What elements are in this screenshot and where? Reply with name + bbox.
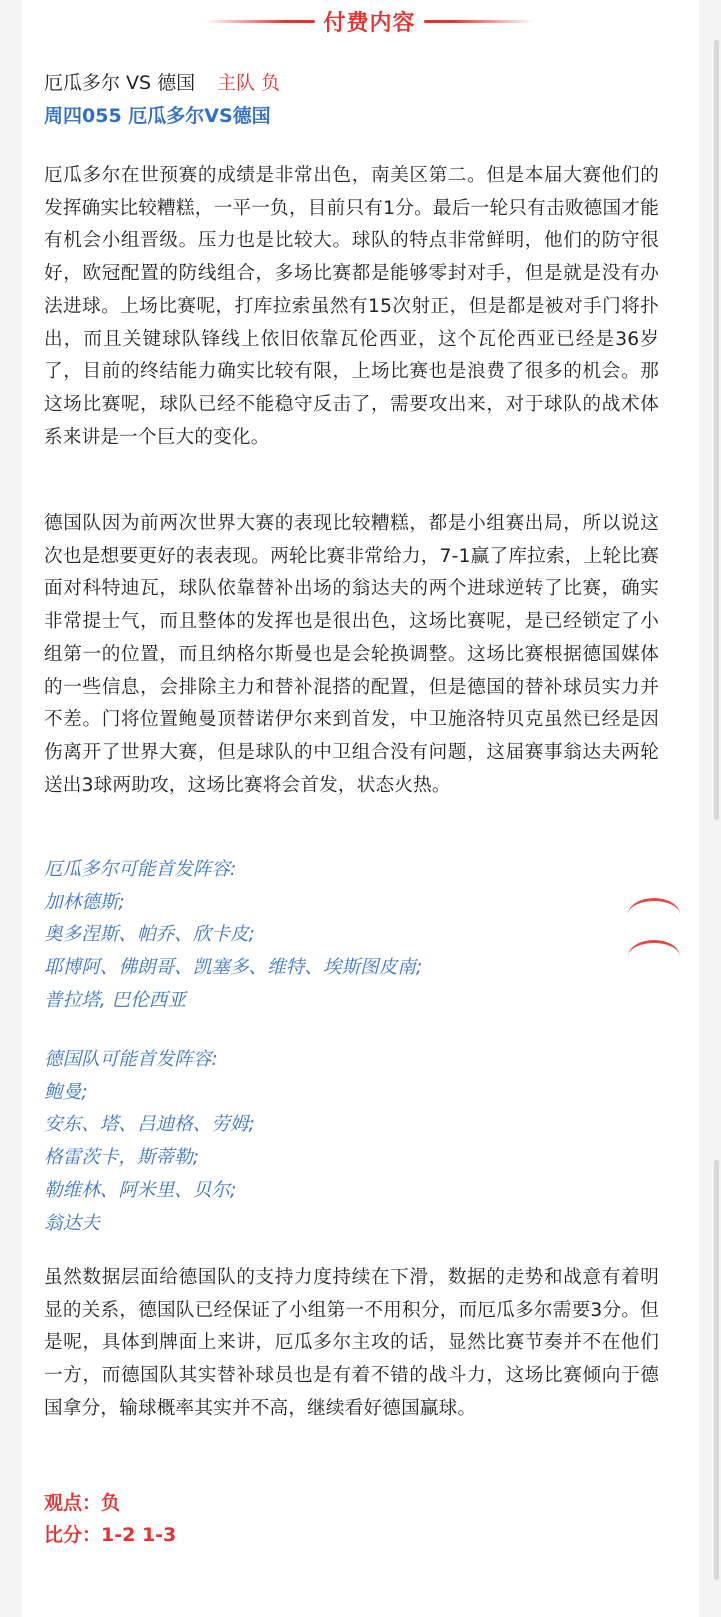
verdict-score: 比分：1-2 1-3 [44, 1524, 177, 1546]
verdict-view: 观点：负 [44, 1492, 121, 1514]
decorative-arc-icon [628, 940, 680, 973]
header-divider-right [424, 20, 534, 23]
lineup-line: 格雷茨卡，斯蒂勒; [44, 1147, 200, 1169]
lineup-line: 鲍曼; [44, 1081, 88, 1103]
lineup-line: 勒维林、阿米里、贝尔; [44, 1179, 237, 1201]
lineup-line: 普拉塔, 巴伦西亚 [44, 989, 186, 1011]
analysis-paragraph-ecuador: 厄瓜多尔在世预赛的成绩是非常出色，南美区第二。但是本届大赛他们的发挥确实比较糟糕，一平一负，目前只有1分。最后一轮只有击败德国才能有机会小组晋级。压力也是比较大。球队的特点非常鲜明，他们的防守很好，欧冠配置的防线组合，多场比赛都是能够零封对手，但是就是没有办法进球。上场比赛呢，打库拉索虽然有15次射正，但是都是被对手门将扑出，而且关键球队锋线上依旧依靠瓦伦西亚，这个瓦伦西亚已经是36岁了，目前的终结能力确实比较有限，上场比赛也是浪费了很多的机会。那这场比赛呢，球队已经不能稳守反击了，需要攻出来，对于球队的战术体系来讲是一个巨大的变化。 [44, 165, 659, 448]
lineup-ecuador [44, 854, 659, 1018]
lineup-line: 耶博阿、佛朗哥、凯塞多、维特、埃斯图皮南; [44, 957, 423, 979]
article-card [22, 0, 699, 1617]
match-info [44, 68, 280, 95]
paid-content-title: 付费内容 [323, 11, 416, 36]
lineup-title: 德国队可能首发阵容: [44, 1049, 218, 1070]
lineup-germany [44, 1044, 659, 1240]
lineup-title: 厄瓜多尔可能首发阵容: [44, 859, 237, 880]
lineup-line: 安东、塔、吕迪格、劳姆; [44, 1114, 255, 1136]
paid-content-header [22, 0, 699, 46]
analysis-paragraph-germany: 德国队因为前两次世界大赛的表现比较糟糕，都是小组赛出局，所以说这次也是想要更好的表表现。两轮比赛非常给力，7-1赢了库拉索，上轮比赛面对科特迪瓦，球队依靠替补出场的翁达夫的两个进球逆转了比赛，确实非常提士气，而且整体的发挥也是很出色，这场比赛呢，是已经锁定了小组第一的位置，而且纳格尔斯曼也是会轮换调整。这场比赛根据德国媒体的一些信息，会排除主力和替补混搭的配置，但是德国的替补球员实力并不差。门将位置鲍曼顶替诺伊尔来到首发，中卫施洛特贝克虽然已经是因伤离开了世界大赛，但是球队的中卫组合没有问题，这届赛事翁达夫两轮送出3球两助攻，这场比赛将会首发，状态火热。 [44, 513, 659, 796]
header-divider-left [205, 20, 315, 23]
decorative-arc-icon [628, 898, 680, 931]
analysis-paragraph-summary: 虽然数据层面给德国队的支持力度持续在下滑，数据的走势和战意有着明显的关系，德国队已经保证了小组第一不用积分，而厄瓜多尔需要3分。但是呢，具体到牌面上来讲，厄瓜多尔主攻的话，显然比赛节奏并不在他们一方，而德国队其实替补球员也是有着不错的战斗力，这场比赛倾向于德国拿分，输球概率其实并不高，继续看好德国赢球。 [44, 1267, 659, 1419]
scrollbar-thumb[interactable] [714, 40, 719, 820]
lineup-line: 奥多涅斯、帕乔、欣卡皮; [44, 924, 255, 946]
match-result: 主队 负 [217, 72, 281, 94]
lineup-line: 翁达夫 [44, 1212, 100, 1234]
match-teams: 厄瓜多尔 VS 德国 [44, 72, 196, 94]
scrollbar-thumb-secondary[interactable] [714, 1160, 719, 1580]
game-id-link[interactable]: 周四055 厄瓜多尔VS德国 [44, 105, 271, 127]
lineup-line: 加林德斯; [44, 891, 125, 913]
